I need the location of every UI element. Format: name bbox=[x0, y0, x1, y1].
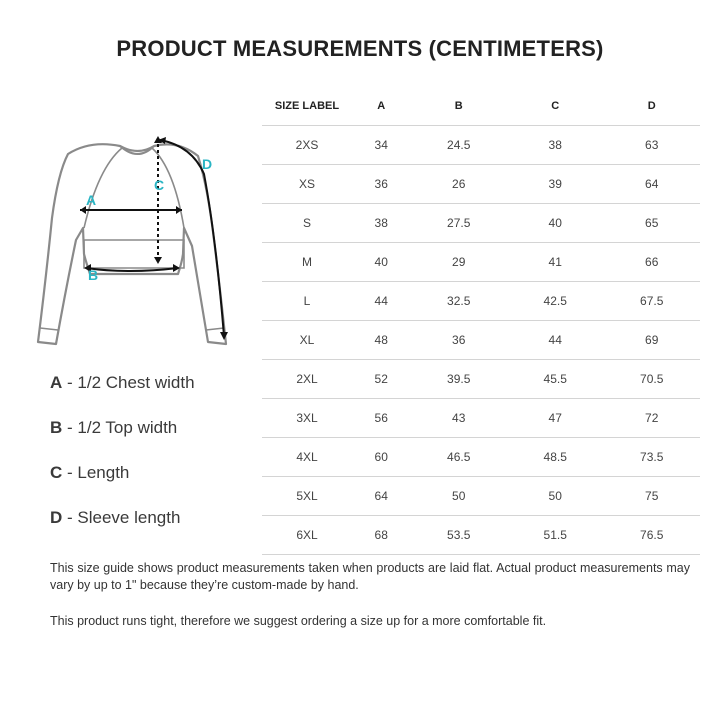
table-cell: 36 bbox=[352, 165, 410, 204]
table-cell: 52 bbox=[352, 360, 410, 399]
table-cell: 50 bbox=[507, 477, 604, 516]
diagram-label-a: A bbox=[86, 192, 97, 208]
table-cell: 60 bbox=[352, 438, 410, 477]
table-row bbox=[262, 477, 700, 516]
table-row bbox=[262, 438, 700, 477]
table-cell: 68 bbox=[352, 516, 410, 555]
table-cell: 4XL bbox=[262, 438, 352, 477]
page-title: PRODUCT MEASUREMENTS (CENTIMETERS) bbox=[116, 36, 604, 61]
table-cell: 46.5 bbox=[410, 438, 507, 477]
table-cell: 73.5 bbox=[603, 438, 700, 477]
column-header: D bbox=[603, 87, 700, 126]
table-cell: 67.5 bbox=[603, 282, 700, 321]
table-cell: S bbox=[262, 204, 352, 243]
table-cell: 34 bbox=[352, 126, 410, 165]
table-row bbox=[262, 360, 700, 399]
legend-key: A bbox=[50, 373, 63, 392]
table-cell: L bbox=[262, 282, 352, 321]
table-cell: 65 bbox=[603, 204, 700, 243]
table-cell: 66 bbox=[603, 243, 700, 282]
table-row bbox=[262, 204, 700, 243]
diagram-label-d: D bbox=[202, 156, 213, 172]
table-cell: 26 bbox=[410, 165, 507, 204]
size-table bbox=[262, 87, 700, 555]
table-cell: 38 bbox=[507, 126, 604, 165]
table-cell: 24.5 bbox=[410, 126, 507, 165]
table-header-row bbox=[262, 87, 700, 126]
table-cell: 76.5 bbox=[603, 516, 700, 555]
table-cell: 63 bbox=[603, 126, 700, 165]
table-cell: 41 bbox=[507, 243, 604, 282]
table-cell: 47 bbox=[507, 399, 604, 438]
table-cell: 39 bbox=[507, 165, 604, 204]
legend-key: C bbox=[50, 463, 63, 482]
legend-text: - 1/2 Top width bbox=[62, 418, 178, 437]
diagram-label-b: B bbox=[88, 267, 99, 283]
table-cell: 3XL bbox=[262, 399, 352, 438]
table-cell: 53.5 bbox=[410, 516, 507, 555]
column-header: B bbox=[410, 87, 507, 126]
table-row bbox=[262, 165, 700, 204]
table-cell: 43 bbox=[410, 399, 507, 438]
table-cell: 75 bbox=[603, 477, 700, 516]
table-row bbox=[262, 126, 700, 165]
table-row bbox=[262, 321, 700, 360]
column-header: C bbox=[507, 87, 604, 126]
table-cell: 45.5 bbox=[507, 360, 604, 399]
column-header: A bbox=[352, 87, 410, 126]
table-row bbox=[262, 516, 700, 555]
table-cell: 64 bbox=[352, 477, 410, 516]
table-cell: 56 bbox=[352, 399, 410, 438]
table-cell: 32.5 bbox=[410, 282, 507, 321]
measurement-disclaimer: This size guide shows product measurements taken when products are laid flat. Actual product measurements may vary by up to 1" because they’re custom-made by hand. bbox=[50, 561, 690, 592]
diagram-label-c: C bbox=[154, 177, 165, 193]
table-cell: 44 bbox=[352, 282, 410, 321]
legend-item-a bbox=[50, 364, 250, 409]
garment-outline bbox=[38, 144, 226, 344]
table-row bbox=[262, 243, 700, 282]
legend-item-d bbox=[50, 499, 250, 544]
measurement-legend bbox=[50, 364, 250, 544]
table-cell: 6XL bbox=[262, 516, 352, 555]
table-cell: 40 bbox=[352, 243, 410, 282]
table-row bbox=[262, 399, 700, 438]
legend-item-c bbox=[50, 454, 250, 499]
table-cell: 29 bbox=[410, 243, 507, 282]
table-cell: 70.5 bbox=[603, 360, 700, 399]
table-cell: 2XS bbox=[262, 126, 352, 165]
table-cell: 42.5 bbox=[507, 282, 604, 321]
legend-text: - Sleeve length bbox=[62, 508, 181, 527]
table-cell: 39.5 bbox=[410, 360, 507, 399]
table-cell: XS bbox=[262, 165, 352, 204]
table-cell: 50 bbox=[410, 477, 507, 516]
table-cell: M bbox=[262, 243, 352, 282]
table-cell: 36 bbox=[410, 321, 507, 360]
fit-advice: This product runs tight, therefore we suggest ordering a size up for a more comfortable fit. bbox=[50, 614, 547, 628]
table-cell: 51.5 bbox=[507, 516, 604, 555]
table-cell: 5XL bbox=[262, 477, 352, 516]
table-cell: 38 bbox=[352, 204, 410, 243]
table-cell: 48 bbox=[352, 321, 410, 360]
table-row bbox=[262, 282, 700, 321]
table-cell: 27.5 bbox=[410, 204, 507, 243]
column-header: SIZE LABEL bbox=[262, 87, 352, 126]
garment-diagram bbox=[28, 128, 248, 358]
table-cell: XL bbox=[262, 321, 352, 360]
legend-item-b bbox=[50, 409, 250, 454]
table-cell: 40 bbox=[507, 204, 604, 243]
legend-text: - 1/2 Chest width bbox=[62, 373, 195, 392]
legend-key: B bbox=[50, 418, 63, 437]
table-cell: 48.5 bbox=[507, 438, 604, 477]
legend-text: - Length bbox=[62, 463, 130, 482]
table-cell: 64 bbox=[603, 165, 700, 204]
table-cell: 44 bbox=[507, 321, 604, 360]
table-cell: 72 bbox=[603, 399, 700, 438]
table-cell: 2XL bbox=[262, 360, 352, 399]
legend-key: D bbox=[50, 508, 63, 527]
table-cell: 69 bbox=[603, 321, 700, 360]
